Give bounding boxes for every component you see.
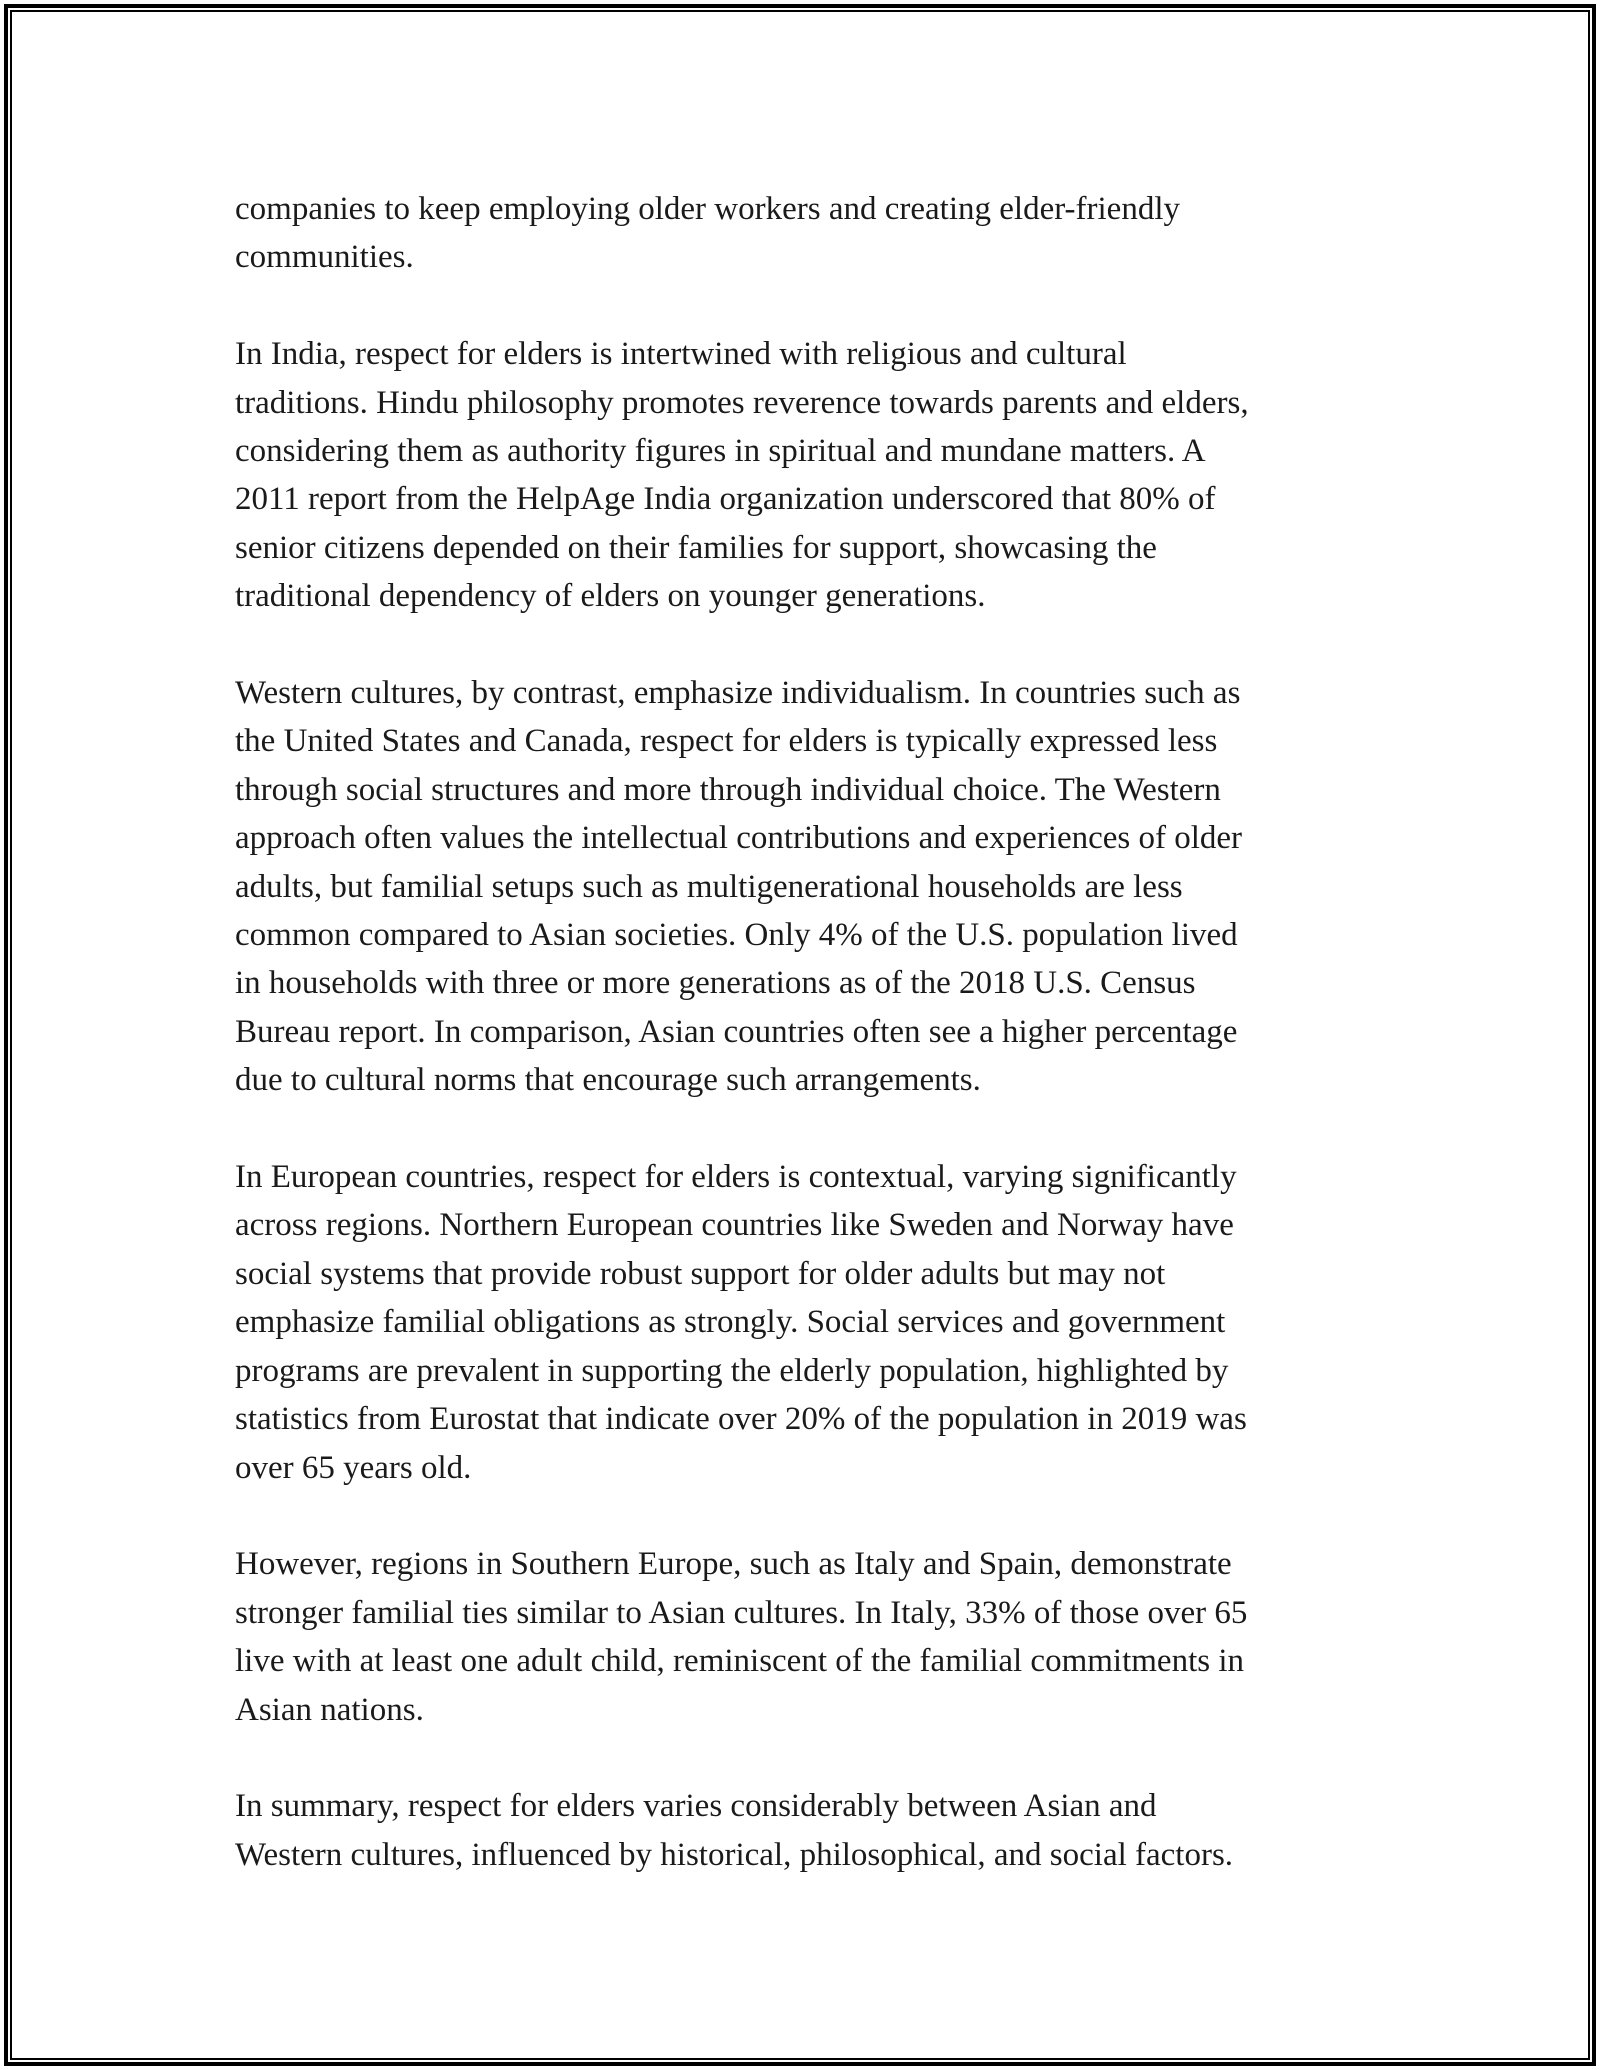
text-line: common compared to Asian societies. Only 4% of the U.S. population lived [235, 917, 1238, 954]
text-line: due to cultural norms that encourage such arrangements. [235, 1062, 981, 1099]
text-line: live with at least one adult child, reminiscent of the familial commitments in [235, 1643, 1244, 1680]
text-line: Asian nations. [235, 1691, 424, 1728]
text-line: communities. [235, 239, 414, 276]
paragraph-southern-europe [235, 1540, 1375, 1734]
text-line: across regions. Northern European countries like Sweden and Norway have [235, 1207, 1234, 1244]
text-line: However, regions in Southern Europe, such as Italy and Spain, demonstrate [235, 1546, 1232, 1583]
text-line: over 65 years old. [235, 1449, 472, 1486]
text-line: programs are prevalent in supporting the elderly population, highlighted by [235, 1352, 1229, 1389]
text-line: senior citizens depended on their families for support, showcasing the [235, 529, 1157, 566]
text-line: the United States and Canada, respect for elders is typically expressed less [235, 723, 1218, 760]
text-line: considering them as authority figures in spiritual and mundane matters. A [235, 433, 1206, 470]
text-line: companies to keep employing older workers and creating elder-friendly [235, 191, 1180, 227]
text-line: Western cultures, influenced by historical, philosophical, and social factors. [235, 1836, 1234, 1873]
text-line: traditions. Hindu philosophy promotes reverence towards parents and elders, [235, 384, 1249, 421]
paragraph-summary [235, 1782, 1375, 1879]
paragraph-continuation [235, 185, 1375, 282]
text-line: through social structures and more through individual choice. The Western [235, 771, 1221, 808]
text-line: In summary, respect for elders varies considerably between Asian and [235, 1788, 1157, 1825]
text-line: emphasize familial obligations as strongly. Social services and government [235, 1304, 1226, 1341]
text-line: Western cultures, by contrast, emphasize individualism. In countries such as [235, 675, 1241, 712]
text-line: in households with three or more generations as of the 2018 U.S. Census [235, 965, 1196, 1002]
text-line: adults, but familial setups such as multigenerational households are less [235, 868, 1183, 905]
text-line: traditional dependency of elders on younger generations. [235, 578, 986, 615]
text-line: approach often values the intellectual contributions and experiences of older [235, 820, 1243, 857]
text-line: In India, respect for elders is intertwined with religious and cultural [235, 336, 1127, 373]
text-line: social systems that provide robust support for older adults but may not [235, 1255, 1166, 1292]
paragraph-india [235, 330, 1375, 620]
text-line: stronger familial ties similar to Asian cultures. In Italy, 33% of those over 65 [235, 1594, 1248, 1631]
text-line: statistics from Eurostat that indicate over 20% of the population in 2019 was [235, 1401, 1247, 1438]
text-line: In European countries, respect for elders is contextual, varying significantly [235, 1159, 1237, 1196]
text-line: Bureau report. In comparison, Asian countries often see a higher percentage [235, 1013, 1238, 1050]
document-body [235, 185, 1375, 1879]
paragraph-western [235, 669, 1375, 1105]
text-line: 2011 report from the HelpAge India organization underscored that 80% of [235, 481, 1216, 518]
paragraph-european [235, 1153, 1375, 1492]
